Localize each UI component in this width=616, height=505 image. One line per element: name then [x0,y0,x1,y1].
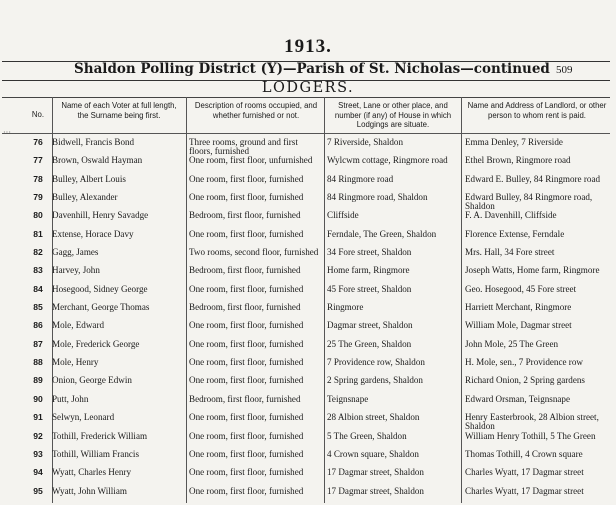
section-title: LODGERS. [261,80,355,96]
rooms-description: One room, first floor, furnished [189,338,304,349]
voter-name: Bulley, Alexander [52,192,118,203]
lodging-address: 7 Providence row, Shaldon [327,357,425,368]
table-row [0,468,616,486]
column-header-no: No. [31,110,45,119]
landlord-name-address: John Mole, 25 The Green [465,338,559,349]
rooms-description: One room, first floor, furnished [189,228,304,239]
table-row [0,248,616,266]
table-row [0,266,616,284]
voter-number: 78 [33,173,43,184]
voter-name: Bulley, Albert Louis [52,173,126,184]
rooms-description: One room, first floor, unfurnished [189,155,313,166]
lodging-address: 5 The Green, Shaldon [327,430,407,441]
voter-name: Wyatt, Charles Henry [52,467,131,478]
lodging-address: 84 Ringmore road, Shaldon [327,192,428,203]
rooms-description: One room, first floor, furnished [189,412,304,423]
voter-name: Mole, Henry [52,357,99,368]
rooms-description: One room, first floor, furnished [189,375,304,386]
rooms-description: Bedroom, first floor, furnished [189,210,301,221]
lodging-address: 25 The Green, Shaldon [327,338,412,349]
page-title: Shaldon Polling District (Y)—Parish of St. Nicholas—continued [74,61,550,77]
lodging-address: 84 Ringmore road [327,173,394,184]
lodgers-table [0,138,616,505]
landlord-name-address: Edward Orsman, Teignsnape [465,393,571,404]
voter-name: Putt, John [52,393,89,404]
voter-number: 81 [33,228,43,239]
voter-number: 79 [33,192,43,203]
table-row [0,413,616,431]
lodging-address: 2 Spring gardens, Shaldon [327,375,423,386]
lodging-address: 17 Dagmar street, Shaldon [327,467,424,478]
rooms-description: Three rooms, ground and first floors, furnished [189,137,298,157]
table-row [0,138,616,156]
voter-number: 92 [33,430,43,441]
column-header-place: Street, Lane or other place, and number (if any) of House in which Lodgings are situate. [334,101,452,129]
landlord-name-address: Edward Bulley, 84 Ringmore road, Shaldon [465,192,593,212]
rooms-description: One room, first floor, furnished [189,173,304,184]
lodging-address: Home farm, Ringmore [327,265,410,276]
table-row [0,450,616,468]
voter-name: Tothill, William Francis [52,448,139,459]
voter-name: Bidwell, Francis Bond [52,137,135,147]
rooms-description: One room, first floor, furnished [189,320,304,331]
voter-name: Merchant, George Thomas [52,302,150,313]
column-header-name: Name of each Voter at full length, the Surname being first. [61,101,177,120]
voter-number: 77 [33,155,43,166]
voter-name: Brown, Oswald Hayman [52,155,143,166]
lodging-address: Ringmore [327,302,364,313]
landlord-name-address: Emma Denley, 7 Riverside [465,137,563,147]
voter-number: 85 [33,302,43,313]
year-heading: 1913. [284,36,332,57]
landlord-name-address: F. A. Davenhill, Cliffside [465,210,557,221]
lodging-address: 45 Fore street, Shaldon [327,283,412,294]
landlord-name-address: Henry Easterbrook, 28 Albion street, Shaldon [465,412,599,432]
voter-name: Wyatt, John William [52,485,127,496]
landlord-name-address: William Henry Tothill, 5 The Green [465,430,596,441]
voter-number: 94 [33,467,43,478]
lodging-address: Wylcwm cottage, Ringmore road [327,155,448,166]
table-row [0,358,616,376]
table-row [0,376,616,394]
voter-name: Hosegood, Sidney George [52,283,148,294]
rooms-description: One room, first floor, furnished [189,357,304,368]
voter-name: Davenhill, Henry Savadge [52,210,149,221]
voter-number: 89 [33,375,43,386]
landlord-name-address: Joseph Watts, Home farm, Ringmore [465,265,600,276]
rooms-description: One room, first floor, furnished [189,448,304,459]
landlord-name-address: Geo. Hosegood, 45 Fore street [465,283,577,294]
voter-number: 86 [33,320,43,331]
voter-number: 82 [33,247,43,258]
landlord-name-address: Florence Extense, Ferndale [465,228,565,239]
rooms-description: Bedroom, first floor, furnished [189,393,301,404]
table-row [0,175,616,193]
table-row [0,321,616,339]
landlord-name-address: Thomas Tothill, 4 Crown square [465,448,583,459]
table-row [0,156,616,174]
landlord-name-address: Charles Wyatt, 17 Dagmar street [465,467,584,478]
table-row [0,211,616,229]
lodging-address: 17 Dagmar street, Shaldon [327,485,424,496]
lodging-address: 34 Fore street, Shaldon [327,247,412,258]
table-row [0,193,616,211]
rooms-description: Bedroom, first floor, furnished [189,265,301,276]
landlord-name-address: Richard Onion, 2 Spring gardens [465,375,585,386]
header-rule [2,97,610,98]
voter-number: 93 [33,448,43,459]
lodging-address: Dagmar street, Shaldon [327,320,413,331]
landlord-name-address: Charles Wyatt, 17 Dagmar street [465,485,584,496]
rooms-description: Bedroom, first floor, furnished [189,302,301,313]
rooms-description: One room, first floor, furnished [189,283,304,294]
lodging-address: Cliffside [327,210,359,221]
rooms-description: One room, first floor, furnished [189,192,304,203]
voter-number: 88 [33,357,43,368]
voter-name: Mole, Frederick George [52,338,140,349]
voter-number: 90 [33,393,43,404]
voter-name: Mole, Edward [52,320,105,331]
side-mark: ··· [3,128,11,137]
table-row [0,303,616,321]
table-row [0,285,616,303]
rooms-description: One room, first floor, furnished [189,485,304,496]
landlord-name-address: Harriett Merchant, Ringmore [465,302,572,313]
voter-name: Gagg, James [52,247,99,258]
voter-name: Onion, George Edwin [52,375,132,386]
voter-name: Selwyn, Leonard [52,412,115,423]
landlord-name-address: H. Mole, sen., 7 Providence row [465,357,583,368]
lodging-address: 4 Crown square, Shaldon [327,448,419,459]
voter-number: 91 [33,412,43,423]
landlord-name-address: Edward E. Bulley, 84 Ringmore road [465,173,601,184]
voter-number: 87 [33,338,43,349]
table-row [0,230,616,248]
voter-number: 83 [33,265,43,276]
landlord-name-address: Ethel Brown, Ringmore road [465,155,571,166]
voter-name: Harvey, John [52,265,100,276]
voter-number: 84 [33,283,43,294]
landlord-name-address: Mrs. Hall, 34 Fore street [465,247,555,258]
rooms-description: Two rooms, second floor, furnished [189,247,319,258]
voter-number: 95 [33,485,43,496]
landlord-name-address: William Mole, Dagmar street [465,320,572,331]
header-bottom-rule [2,133,610,134]
lodging-address: 28 Albion street, Shaldon [327,412,420,423]
rooms-description: One room, first floor, furnished [189,430,304,441]
table-row [0,487,616,505]
column-header-rooms: Description of rooms occupied, and whether furnished or not. [194,101,318,120]
table-row [0,432,616,450]
lodging-address: Ferndale, The Green, Shaldon [327,228,437,239]
page-number: 509 [556,64,573,76]
voter-number: 76 [33,137,43,147]
voter-number: 80 [33,210,43,221]
voter-name: Tothill, Frederick William [52,430,148,441]
voter-name: Extense, Horace Davy [52,228,134,239]
column-header-landlord: Name and Address of Landlord, or other person to whom rent is paid. [467,101,607,120]
rooms-description: One room, first floor, furnished [189,467,304,478]
lodging-address: 7 Riverside, Shaldon [327,137,404,147]
table-row [0,340,616,358]
table-row [0,395,616,413]
lodging-address: Teignsnape [327,393,369,404]
